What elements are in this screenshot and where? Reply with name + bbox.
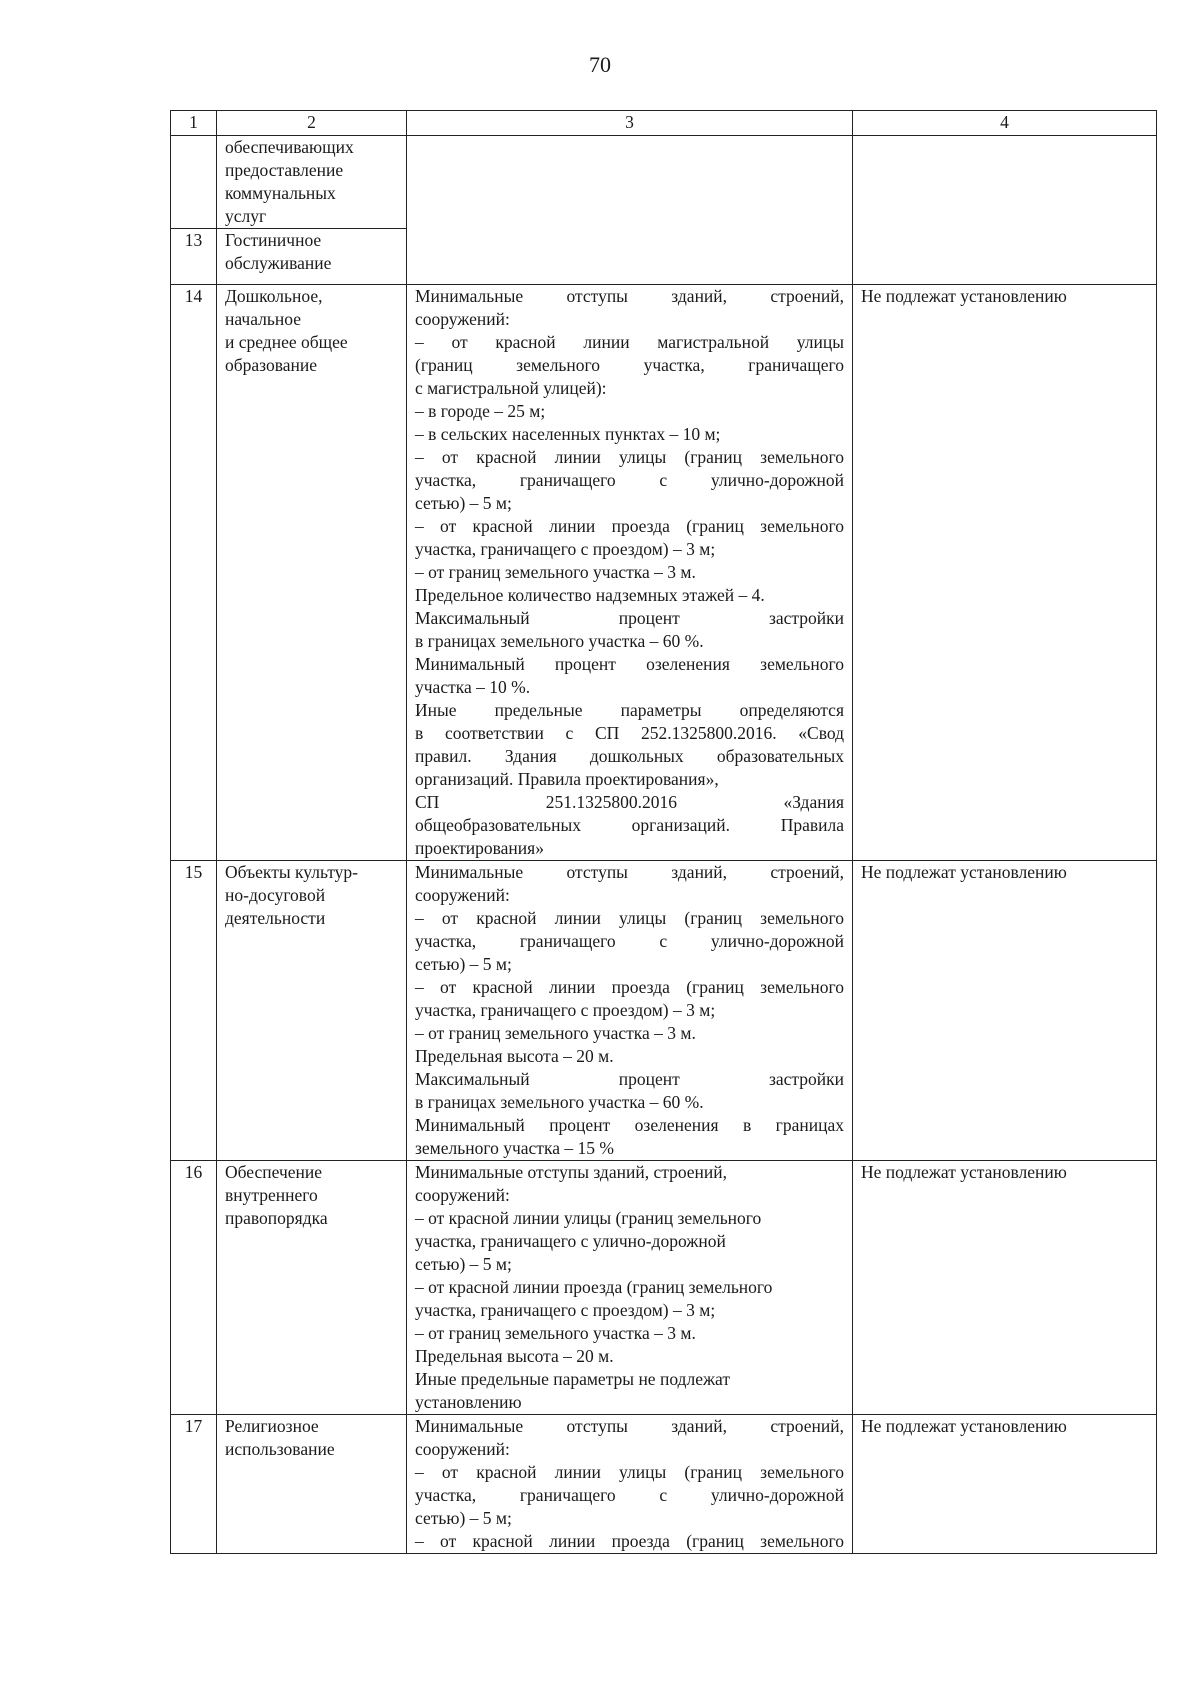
params-line: сетью) – 5 м; [415,493,512,513]
name-line: коммунальных [225,183,336,203]
params-line: – от красной линии улицы (границ земельного [415,447,844,467]
name-line: Гостиничное [225,230,322,250]
params-line: участка, граничащего с проездом) – 3 м; [415,1300,716,1320]
name-line: обслуживание [225,253,332,273]
row-name [217,861,407,1161]
params-line: сооружений: [415,885,510,905]
name-line: внутреннего [225,1185,318,1205]
params-line: участка, граничащего с улично-дорожной [415,1231,726,1251]
params-line: установлению [415,1392,522,1412]
row-number [171,136,217,229]
params-line: с магистральной улицей): [415,378,607,398]
row-params [407,285,853,861]
params-line: – от красной линии проезда (границ земельного [415,1277,773,1297]
name-line: образование [225,355,318,375]
row-name [217,285,407,861]
params-line: общеобразовательных организаций. Правила [415,815,844,835]
params-line: Предельная высота – 20 м. [415,1346,614,1366]
params-line: Максимальный процент застройки [415,608,844,628]
name-line: Дошкольное, [225,286,323,306]
params-line: участка, граничащего с улично-дорожной [415,1485,844,1505]
params-line: сооружений: [415,1185,510,1205]
params-line: – от красной линии проезда (границ земельного [415,516,844,536]
name-line: услуг [225,206,267,226]
params-line: Минимальные отступы зданий, строений, [415,1162,728,1182]
row-params [407,1161,853,1415]
params-line: Предельная высота – 20 м. [415,1046,614,1066]
params-line: в границах земельного участка – 60 %. [415,631,704,651]
name-line: Объекты культур- [225,862,359,882]
params-line: Иные предельные параметры не подлежат [415,1369,731,1389]
params-line: сетью) – 5 м; [415,954,512,974]
params-line: – от границ земельного участка – 3 м. [415,562,696,582]
row-number: 16 [171,1161,217,1415]
params-line: – в сельских населенных пунктах – 10 м; [415,424,721,444]
params-line: – от красной линии улицы (границ земельного [415,1208,762,1228]
params-line: СП 251.1325800.2016 «Здания [415,792,844,812]
params-line: – от границ земельного участка – 3 м. [415,1023,696,1043]
row-number: 15 [171,861,217,1161]
params-line: организаций. Правила проектирования», [415,769,719,789]
row-params [407,861,853,1161]
row-restrictions: Не подлежат установлению [853,861,1157,1161]
params-line: участка, граничащего с улично-дорожной [415,470,844,490]
header-col-1: 1 [171,111,217,136]
name-line: но-досуговой [225,885,326,905]
page-number: 70 [589,52,611,77]
params-line: – от красной линии магистральной улицы [415,332,844,352]
params-line: Минимальный процент озеленения земельного [415,654,844,674]
row-name [217,1161,407,1415]
params-line: – от красной линии проезда (границ земельного [415,1531,844,1551]
row-params [407,136,853,285]
header-row [171,111,1157,136]
header-col-3: 3 [407,111,853,136]
row-name [217,1415,407,1554]
name-line: Обеспечение [225,1162,323,1182]
params-line: – от границ земельного участка – 3 м. [415,1323,696,1343]
params-line: – в городе – 25 м; [415,401,546,421]
params-line: участка, граничащего с улично-дорожной [415,931,844,951]
name-line: предоставление [225,160,344,180]
header-col-4: 4 [853,111,1157,136]
row-restrictions: Не подлежат установлению [853,1415,1157,1554]
params-line: Предельное количество надземных этажей – 4. [415,585,765,605]
regulations-table [170,110,1157,1554]
row-name [217,229,407,285]
params-line: участка, граничащего с проездом) – 3 м; [415,1000,716,1020]
params-line: сетью) – 5 м; [415,1254,512,1274]
params-line: Минимальные отступы зданий, строений, [415,862,844,882]
row-restrictions [853,136,1157,285]
row-params [407,1415,853,1554]
params-line: Максимальный процент застройки [415,1069,844,1089]
row-number: 17 [171,1415,217,1554]
row-restrictions: Не подлежат установлению [853,285,1157,861]
name-line: обеспечивающих [225,137,354,157]
params-line: – от красной линии улицы (границ земельного [415,1462,844,1482]
row-name [217,136,407,229]
header-col-2: 2 [217,111,407,136]
params-line: земельного участка – 15 % [415,1138,614,1158]
table-row-16 [171,1161,1157,1415]
params-line: участка, граничащего с проездом) – 3 м; [415,539,716,559]
params-line: Минимальный процент озеленения в границах [415,1115,844,1135]
name-line: Религиозное [225,1416,319,1436]
row-number: 14 [171,285,217,861]
params-line: Минимальные отступы зданий, строений, [415,1416,844,1436]
params-line: проектирования» [415,838,544,858]
row-restrictions: Не подлежат установлению [853,1161,1157,1415]
name-line: деятельности [225,908,326,928]
params-line: – от красной линии проезда (границ земельного [415,977,844,997]
params-line: Иные предельные параметры определяются [415,700,844,720]
params-line: сооружений: [415,309,510,329]
params-line: сооружений: [415,1439,510,1459]
table-row-15 [171,861,1157,1161]
name-line: начальное [225,309,301,329]
table-row-14 [171,285,1157,861]
row-number: 13 [171,229,217,285]
params-line: – от красной линии улицы (границ земельного [415,908,844,928]
table-row-17 [171,1415,1157,1554]
name-line: использование [225,1439,335,1459]
params-line: сетью) – 5 м; [415,1508,512,1528]
params-line: Минимальные отступы зданий, строений, [415,286,844,306]
params-line: в границах земельного участка – 60 %. [415,1092,704,1112]
table-row-continued [171,136,1157,229]
name-line: и среднее общее [225,332,348,352]
params-line: правил. Здания дошкольных образовательных [415,746,844,766]
params-line: в соответствии с СП 252.1325800.2016. «Свод [415,723,844,743]
name-line: правопорядка [225,1208,328,1228]
params-line: участка – 10 %. [415,677,531,697]
params-line: (границ земельного участка, граничащего [415,355,844,375]
